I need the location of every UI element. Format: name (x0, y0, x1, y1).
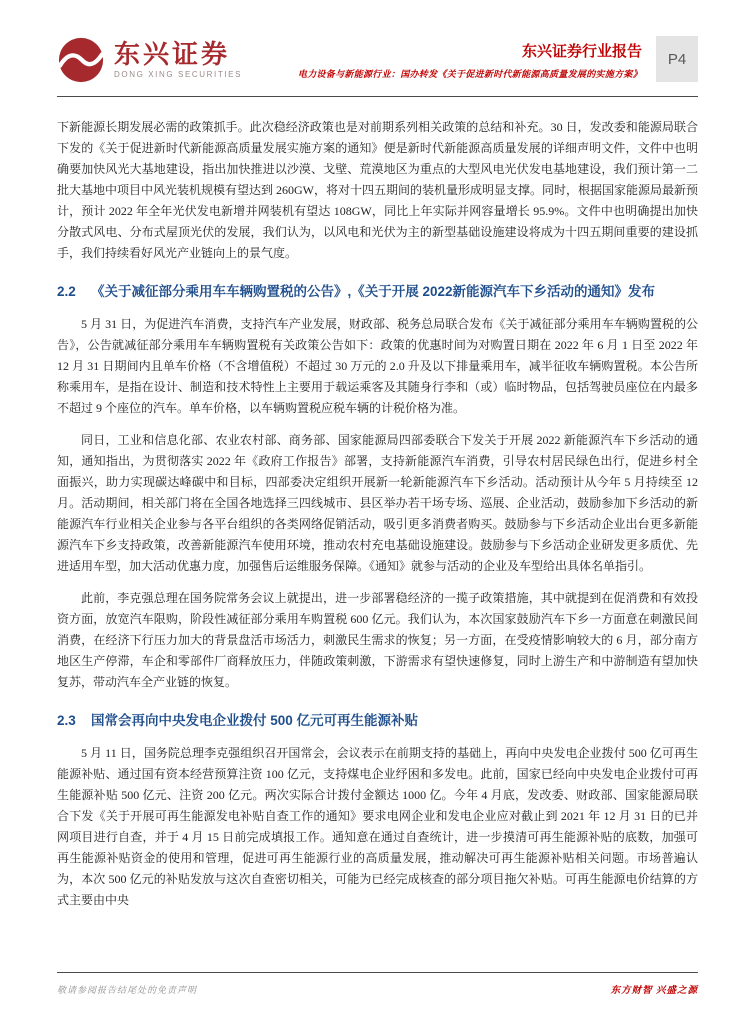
page-footer (57, 972, 698, 996)
section-2-2-heading (57, 281, 698, 302)
report-body (57, 117, 698, 911)
brand-logo (57, 36, 242, 84)
footer-slogan: 东方财智 兴盛之源 (610, 986, 698, 996)
dongxing-logo-icon (57, 36, 105, 84)
brand-wordmark (114, 40, 242, 80)
body-paragraph: 下新能源长期发展必需的政策抓手。此次稳经济政策也是对前期系列相关政策的总结和补充。30 日，发改委和能源局联合下发的《关于促进新时代新能源高质量发展实施方案的通知》便是新时代新能源高质量发展的详细声明文件，文件中也明确要加快风光大基地建设，指出加快推进以沙漠、戈壁、荒漠地区为重点的大型风电光伏发电基地建设，我们预计第一二批大基地中项目中风光装机规模有望达到 260GW，将对十四五期间的装机量形成明显支撑。同时，根据国家能源局最新预计，预计 2022 年全年光伏发电新增并网装机有望达 108GW，同比上年实际并网容量增长 95.9%。文件中也明确提出加快分散式风电、分布式屋顶光伏的发展，我们认为，以风电和光伏为主的新型基础设施建设将成为十四五期间重要的建设抓手，我们持续看好风光产业链向上的景气度。 (57, 120, 698, 260)
page-number-badge: P4 (656, 36, 698, 82)
section-number: 2.2 (57, 284, 76, 299)
body-paragraph: 同日，工业和信息化部、农业农村部、商务部、国家能源局四部委联合下发关于开展 2022 新能源汽车下乡活动的通知，通知指出，为贯彻落实 2022 年《政府工作报告》部署，支持新能源汽车消费，引导农村居民绿色出行，促进乡村全面振兴，助力实现碳达峰碳中和目标，四部委决定组织开展新一轮新能源汽车下乡活动。活动预计从今年 5 月持续至 12 月。活动期间，相关部门将在全国各地选择三四线城市、县区举办若干场专场、巡展、企业活动，鼓励参加下乡活动的新能源汽车行业相关企业参与各平台组织的各类网络促销活动，吸引更多消费者购买。鼓励参与下乡活动企业出台更多新能源汽车下乡支持政策，改善新能源汽车使用环境，推动农村充电基础设施建设。鼓励参与下乡活动企业研发更多质优、先进适用车型，加大活动优惠力度，加强售后运维服务保障。《通知》就参与活动的企业及车型给出具体名单指引。 (57, 433, 698, 573)
section-number: 2.3 (57, 713, 76, 728)
brand-name-en: DONG XING SECURITIES (114, 70, 243, 80)
page-header (57, 36, 698, 97)
section-2-3-heading (57, 710, 698, 731)
section-title: 《关于减征部分乘用车车辆购置税的公告》,《关于开展 2022新能源汽车下乡活动的通知》发布 (91, 284, 656, 299)
brand-name-cn: 东兴证券 (114, 38, 231, 69)
report-type-title: 东兴证券行业报告 (521, 43, 642, 60)
section-title: 国常会再向中央发电企业拨付 500 亿元可再生能源补贴 (91, 713, 419, 728)
body-paragraph: 5 月 11 日，国务院总理李克强组织召开国常会，会议表示在前期支持的基础上，再向中央发电企业拨付 500 亿可再生能源补贴、通过国有资本经营预算注资 100 亿元，支持煤电企业纾困和多发电。此前，国家已经向中央发电企业拨付可再生能源补贴 500 亿元、注资 200 亿元。两次实际合计拨付金额达 1000 亿。今年 4 月底，发改委、财政部、国家能源局联合下发《关于开展可再生能源发电补贴自查工作的通知》要求电网企业和发电企业应对截止到 2021 年 12 月 31 日的已并网项目进行自查，并于 4 月 15 日前完成填报工作。通知意在通过自查统计，进一步摸清可再生能源补贴的底数，加强可再生能源补贴资金的使用和管理，促进可再生能源行业的高质量发展，推动解决可再生能源补贴相关问题。市场普遍认为，本次 500 亿元的补贴发放与这次自查密切相关，可能为已经完成核查的部分项目拖欠补贴。可再生能源电价结算的方式主要由中央 (57, 746, 698, 907)
body-paragraph: 5 月 31 日，为促进汽车消费，支持汽车产业发展，财政部、税务总局联合发布《关于减征部分乘用车车辆购置税的公告》，公告就减征部分乘用车车辆购置税有关政策公告如下：政策的优惠时间为对购置日期在 2022 年 6 月 1 日至 2022 年 12 月 31 日期间内且单车价格（不含增值税）不超过 30 万元的 2.0 升及以下排量乘用车，减半征收车辆购置税。本公告所称乘用车，是指在设计、制造和技术特性上主要用于载运乘客及其随身行李和（或）临时物品，包括驾驶员座位在内最多不超过 9 个座位的汽车。单车价格，以车辆购置税应税车辆的计税价格为准。 (57, 317, 698, 415)
footer-disclaimer: 敬请参阅报告结尾处的免责声明 (57, 984, 198, 995)
header-titles (298, 40, 642, 80)
body-paragraph: 此前，李克强总理在国务院常务会议上就提出，进一步部署稳经济的一揽子政策措施，其中就提到在促消费和有效投资方面，放宽汽车限购，阶段性减征部分乘用车购置税 600 亿元。我们认为，本次国家鼓励汽车下乡一方面意在刺激民间消费，在经济下行压力加大的背景盘活市场活力，刺激民生需求的恢复；另一方面，在受疫情影响较大的 6 月，部分南方地区生产停滞，车企和零部件厂商释放压力，伴随政策刺激，下游需求有望快速修复，同时上游生产和中游制造有望加快复苏，带动汽车全产业链的恢复。 (57, 591, 698, 689)
report-subtitle: 电力设备与新能源行业：国办转发《关于促进新时代新能源高质量发展的实施方案》 (297, 69, 642, 79)
header-right (298, 36, 698, 82)
